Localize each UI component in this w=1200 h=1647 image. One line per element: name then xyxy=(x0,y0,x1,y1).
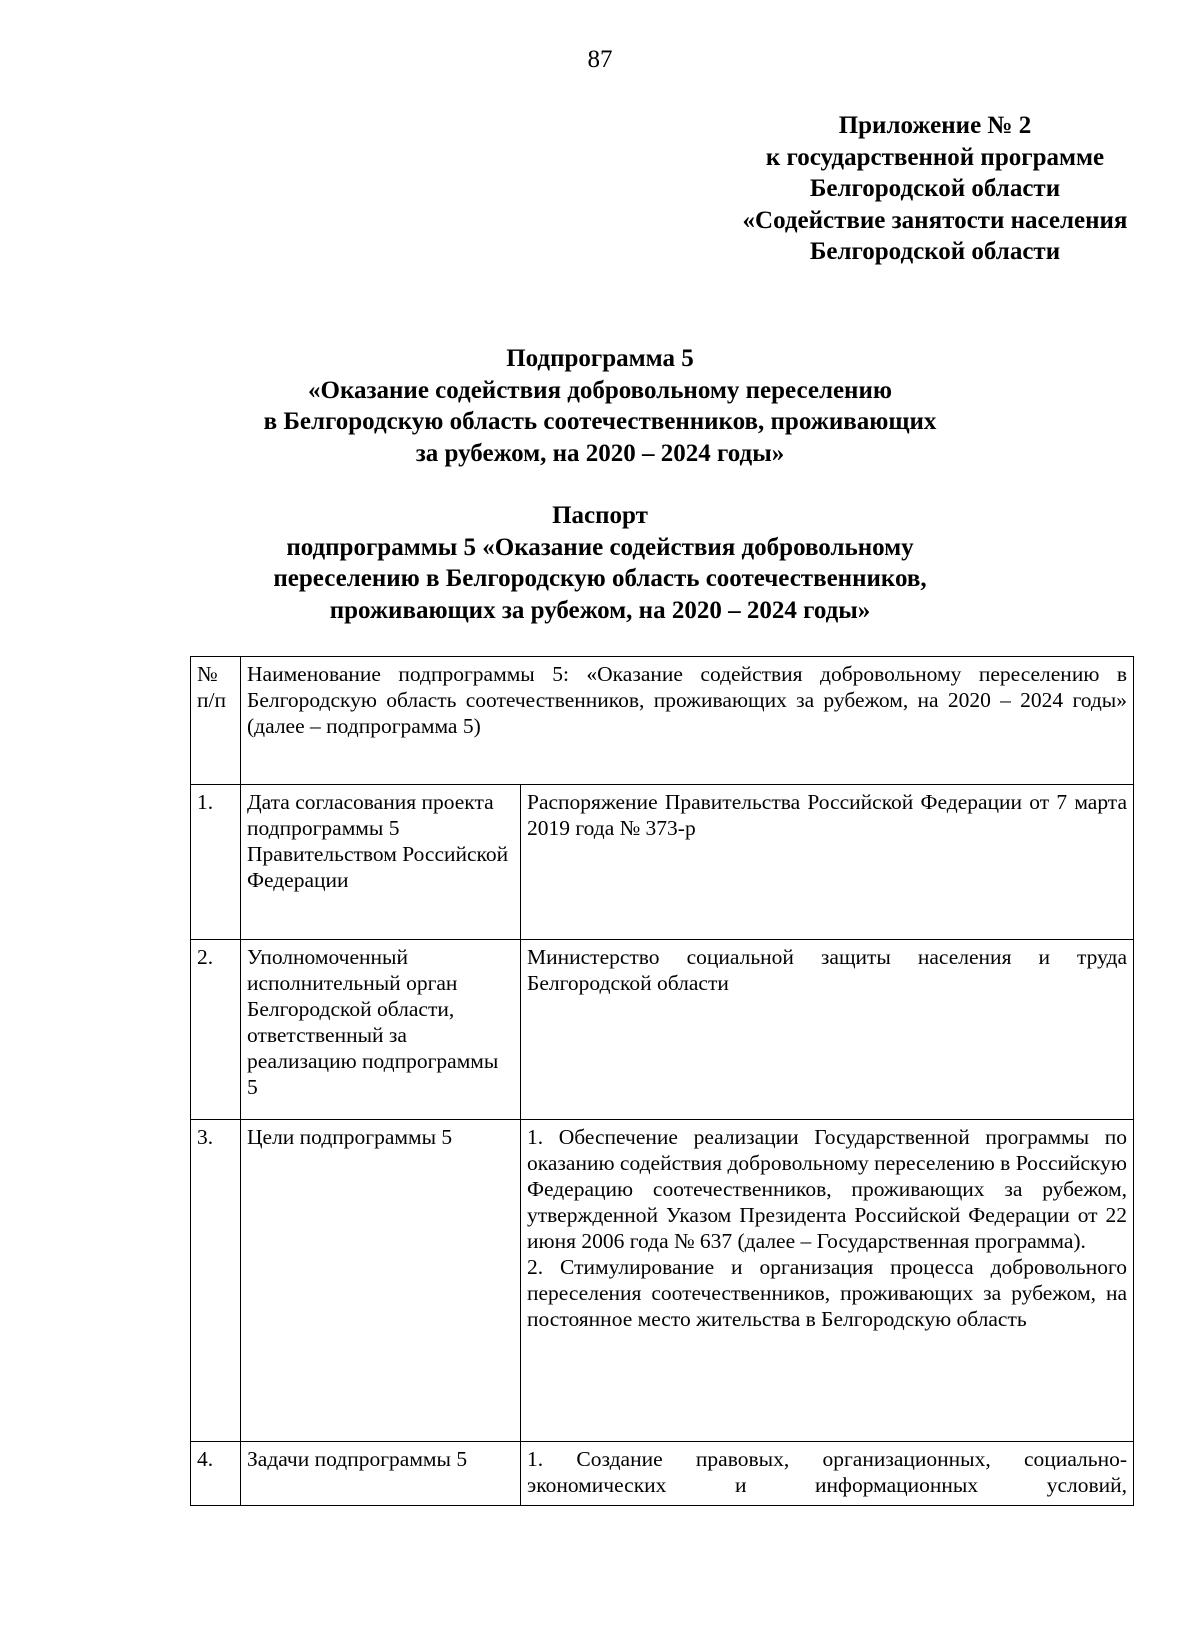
header-name-cell: Наименование подпрограммы 5: «Оказание содействия добровольному переселению в Белгородскую область соотечественников, проживающих за рубежом, на 2020 – 2024 годы» (далее – подпрограмма 5) xyxy=(241,657,1134,785)
passport-title-line: подпрограммы 5 «Оказание содействия добровольному xyxy=(286,533,914,561)
table-row xyxy=(191,1442,1134,1506)
goal-item: 2. Стимулирование и организация процесса добровольного переселения соотечественников, проживающих за рубежом, на постоянное место жительства в Белгородскую область xyxy=(527,1255,1127,1331)
passport-title-line: Паспорт xyxy=(552,502,648,529)
table-header-row xyxy=(191,657,1134,785)
appendix-block xyxy=(690,110,1180,268)
appendix-line: Белгородской области xyxy=(809,175,1061,202)
row-name: Уполномоченный исполнительный орган Белгородской области, ответственный за реализацию подпрограммы 5 xyxy=(241,940,521,1120)
page-number: 87 xyxy=(587,46,613,73)
header-num-cell: № п/п xyxy=(191,657,241,785)
row-num: 1. xyxy=(191,785,241,940)
table-row xyxy=(191,940,1134,1120)
appendix-line: «Содействие занятости населения xyxy=(742,206,1128,234)
subprogram-title-line: за рубежом, на 2020 – 2024 годы» xyxy=(415,439,785,467)
passport-title-line: проживающих за рубежом, на 2020 – 2024 годы» xyxy=(329,596,871,624)
appendix-line: к государственной программе xyxy=(765,143,1105,171)
appendix-line: Белгородской области xyxy=(809,238,1061,265)
table-row xyxy=(191,1120,1134,1442)
appendix-line: Приложение № 2 xyxy=(838,112,1032,139)
row-name: Дата согласования проекта подпрограммы 5 Правительством Российской Федерации xyxy=(241,785,521,940)
row-value: Распоряжение Правительства Российской Федерации от 7 марта 2019 года № 373-р xyxy=(521,785,1134,940)
row-value xyxy=(521,1120,1134,1442)
row-num: 3. xyxy=(191,1120,241,1442)
passport-title xyxy=(0,500,1200,626)
passport-table xyxy=(190,656,1134,1506)
goal-item: 1. Обеспечение реализации Государственной программы по оказанию содействия добровольному переселению в Российскую Федерацию соотечественников, проживающих за рубежом, утвержденной Указом Президента Российской Федерации от 22 июня 2006 года № 637 (далее – Государственная программа). xyxy=(527,1125,1127,1253)
row-num: 4. xyxy=(191,1442,241,1506)
row-value: 1. Создание правовых, организационных, социально-экономических и информационных условий, xyxy=(521,1442,1134,1506)
row-name: Задачи подпрограммы 5 xyxy=(241,1442,521,1506)
table-row xyxy=(191,785,1134,940)
subprogram-title-line: «Оказание содействия добровольному переселению xyxy=(308,376,892,404)
row-num: 2. xyxy=(191,940,241,1120)
row-name: Цели подпрограммы 5 xyxy=(241,1120,521,1442)
subprogram-title-line: в Белгородскую область соотечественников, проживающих xyxy=(263,408,937,435)
passport-title-line: переселению в Белгородскую область соотечественников, xyxy=(273,565,927,592)
row-value: Министерство социальной защиты населения и труда Белгородской области xyxy=(521,940,1134,1120)
subprogram-title-line: Подпрограмма 5 xyxy=(506,345,694,372)
subprogram-title xyxy=(0,343,1200,469)
